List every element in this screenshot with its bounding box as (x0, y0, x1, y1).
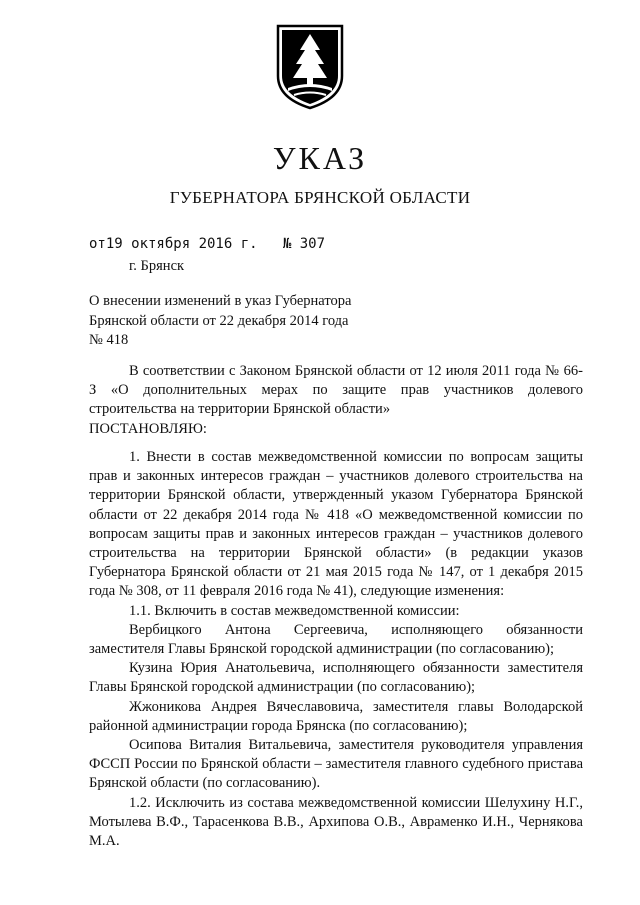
member-entry: Кузина Юрия Анатольевича, исполняющего обязанности заместителя Главы Брянской городской администрации (по согласованию); (89, 660, 583, 696)
document-title: УКАЗ (272, 140, 368, 176)
subject-line: № 418 (89, 332, 129, 348)
decree-body (89, 448, 583, 851)
item-1-2: 1.2. Исключить из состава межведомственной комиссии Шелухину Н.Г., Мотылева В.Ф., Тарасенкова В.В., Архипова О.В., Авраменко И.Н., Чернякова М.А. (89, 794, 583, 850)
item-1-1: 1.1. Включить в состав межведомственной комиссии: (129, 602, 460, 619)
member-entry: Осипова Виталия Витальевича, заместителя руководителя управления ФССП России по Брянской области – заместителя главного судебного пристава Брянской области (по согласованию). (89, 737, 583, 792)
subject-line: Брянской области от 22 декабря 2014 года (89, 312, 349, 329)
preamble-text: В соответствии с Законом Брянской области от 12 июля 2011 года № 66-З «О дополнительных мерах по защите прав участников долевого строительства на территории Брянской области» (89, 363, 583, 418)
subject-line: О внесении изменений в указ Губернатора (89, 293, 352, 309)
city: г. Брянск (129, 258, 185, 274)
document-subtitle: ГУБЕРНАТОРА БРЯНСКОЙ ОБЛАСТИ (169, 188, 471, 207)
member-entry: Вербицкого Антона Сергеевича, исполняющего обязанности заместителя Главы Брянской городской администрации (по согласованию); (89, 621, 583, 658)
decree-word: ПОСТАНОВЛЯЮ: (89, 420, 207, 437)
item-1: 1. Внести в состав межведомственной комиссии по вопросам защиты прав и законных интересов граждан – участников долевого строительства на территории Брянской области, утвержденный указом Губернатора Брянской области от 22 декабря 2014 года № 418 «О межведомственной комиссии по вопросам защиты прав и законных интересов граждан – участников долевого строительства на территории Брянской области» (в редакции указов Губернатора Брянской области от 21 мая 2015 года № 147, от 1 декабря 2015 года № 308, от 11 февраля 2016 года № 41), следующие изменения: (89, 449, 583, 600)
date-and-number: от19 октября 2016 г. № 307 (89, 236, 326, 252)
subject-block (89, 292, 389, 351)
coat-of-arms-icon (276, 24, 344, 110)
preamble (89, 362, 583, 439)
member-entry: Жжоникова Андрея Вячеславовича, заместителя главы Володарской районной администрации города Брянска (по согласованию); (89, 698, 583, 734)
